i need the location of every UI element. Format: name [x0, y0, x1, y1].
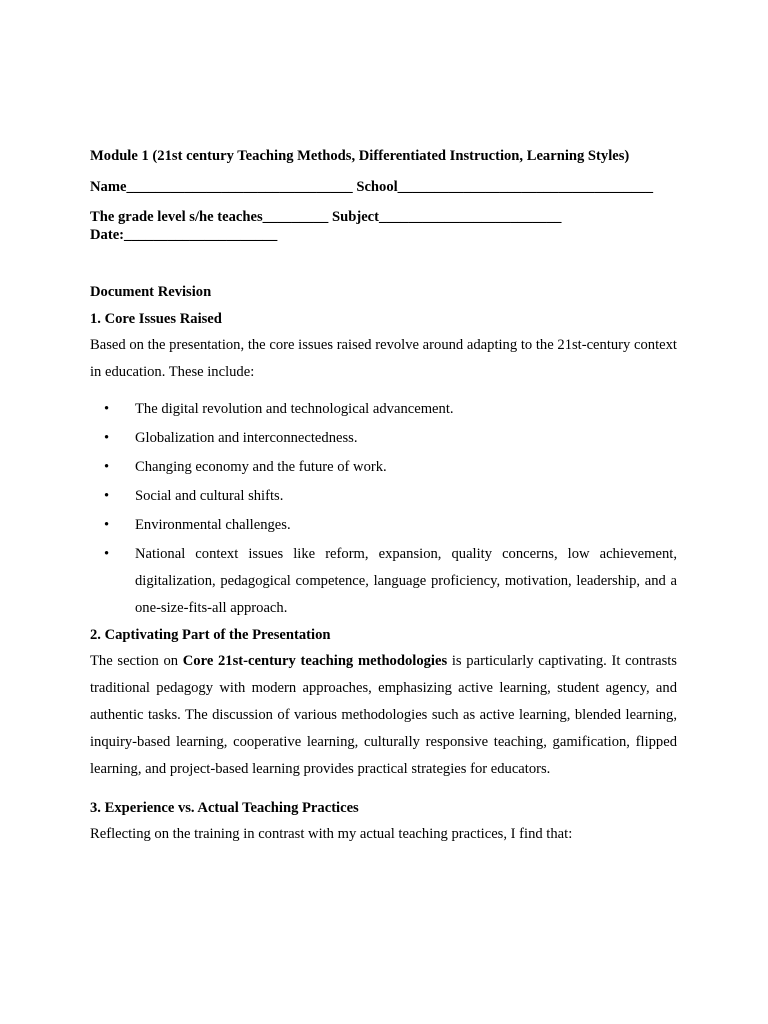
- list-item: [90, 483, 677, 510]
- list-item-text: Environmental challenges.: [135, 517, 291, 533]
- name-school-line: Name_______________________________ School___________________________________: [90, 179, 654, 195]
- list-item-text: National context issues like reform, expansion, quality concerns, low achievement, digitalization, pedagogical competence, language proficiency, motivation, leadership, and a one-size-fits-all approach.: [135, 546, 677, 616]
- grade-subject-line: The grade level s/he teaches_________ Subject_________________________: [90, 209, 562, 225]
- bullet-icon: •: [104, 546, 110, 562]
- bullet-icon: •: [104, 430, 110, 446]
- section1-intro: Based on the presentation, the core issues raised revolve around adapting to the 21st-century context in education. These include:: [90, 337, 677, 380]
- list-item: [90, 396, 677, 423]
- module-title: Module 1 (21st century Teaching Methods, Differentiated Instruction, Learning Styles): [90, 148, 630, 164]
- section2-text-before: The section on: [90, 653, 183, 669]
- core-issues-list: [90, 396, 677, 622]
- list-item: [90, 454, 677, 481]
- section2-paragraph: [90, 648, 677, 783]
- bullet-icon: •: [104, 401, 110, 417]
- section3-heading: 3. Experience vs. Actual Teaching Practices: [90, 800, 359, 816]
- bullet-icon: •: [104, 517, 110, 533]
- list-item-text: Globalization and interconnectedness.: [135, 430, 358, 446]
- document-revision-heading: Document Revision: [90, 284, 212, 300]
- list-item-text: Changing economy and the future of work.: [135, 459, 387, 475]
- bullet-icon: •: [104, 488, 110, 504]
- section2-bold-phrase: Core 21st-century teaching methodologies: [182, 653, 448, 669]
- list-item-text: Social and cultural shifts.: [135, 488, 284, 504]
- list-item: [90, 425, 677, 452]
- list-item: [90, 541, 677, 622]
- date-line: Date:_____________________: [90, 227, 278, 243]
- bullet-icon: •: [104, 459, 110, 475]
- list-item: [90, 512, 677, 539]
- grade-subject-date-block: [90, 208, 677, 244]
- section1-heading: 1. Core Issues Raised: [90, 311, 222, 327]
- list-item-text: The digital revolution and technological advancement.: [135, 401, 454, 417]
- document-content: [90, 146, 677, 848]
- section3-paragraph: Reflecting on the training in contrast with my actual teaching practices, I find that:: [90, 826, 573, 842]
- section2-text-after: is particularly captivating. It contrasts traditional pedagogy with modern approaches, emphasizing active learning, student agency, and authentic tasks. The discussion of various methodologies such as active learning, blended learning, inquiry-based learning, cooperative learning, culturally responsive teaching, gamification, flipped learning, and project-based learning provides practical strategies for educators.: [90, 653, 677, 777]
- section2-heading: 2. Captivating Part of the Presentation: [90, 627, 331, 643]
